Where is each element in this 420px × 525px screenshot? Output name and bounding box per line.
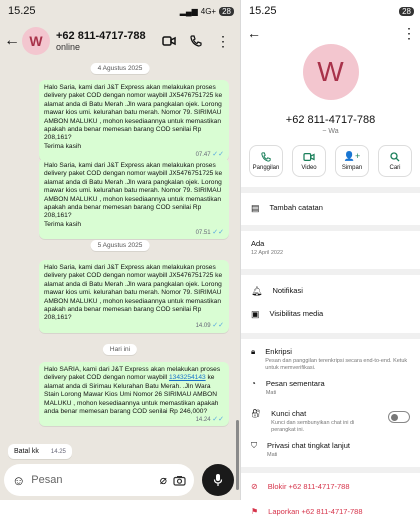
date-divider: Hari ini [103, 344, 137, 355]
message-bubble[interactable] [39, 362, 229, 426]
add-contact-icon: 👤+ [343, 151, 361, 161]
note-icon: ▤ [251, 203, 260, 213]
message-bubble[interactable] [39, 158, 229, 239]
block-icon: ⊘ [251, 482, 258, 491]
profile-avatar[interactable]: W [303, 44, 359, 100]
read-ticks-icon: ✓✓ [212, 150, 224, 158]
report-icon: ⚑ [251, 507, 259, 516]
attach-icon[interactable]: ⌀ [159, 473, 167, 487]
privacy-row[interactable] [241, 437, 420, 467]
video-button[interactable] [292, 145, 326, 177]
battery-icon: 28 [399, 7, 414, 16]
battery-icon: 28 [219, 7, 234, 16]
chat-lock-desc: Kunci dan sembunyikan chat ini di perangkat ini. [271, 420, 355, 433]
status-bar [0, 0, 240, 22]
status-icons [180, 7, 234, 16]
message-bubble[interactable] [39, 80, 229, 161]
bell-icon: 🔔︎ [251, 286, 263, 296]
disappearing-label: Pesan sementara [265, 379, 325, 388]
encryption-row[interactable] [241, 339, 420, 375]
shield-icon: ⛉ [251, 441, 257, 450]
date-divider: 4 Agustus 2025 [91, 63, 150, 74]
more-options-icon[interactable]: ⋮ [402, 24, 416, 41]
back-arrow-icon[interactable]: ← [4, 32, 20, 49]
voice-call-icon[interactable] [190, 35, 202, 47]
message-text: Halo Saria, kami dari J&T Express akan melakukan proses delivery paket COD dengan nomor waybill JX5476751725 ke alamat anda di Batu Merah .Jln wara pangkalan ojek. Lorong mawar kios umi. kelurahan batu merah. Nomor 79. SIRIMAU AMBON MALUKU , mohon kesediaannya untuk memastikan apakah anda benar memesan barang COD senilai Rp 208,161? Terima kasih [44, 84, 223, 150]
about-date: 12 April 2022 [251, 250, 284, 256]
video-call-icon[interactable] [162, 35, 176, 47]
chat-lock-label: Kunci chat [271, 409, 307, 418]
phone-icon [261, 152, 271, 162]
add-note-label: Tambah catatan [269, 203, 323, 212]
contact-info-panel [240, 0, 420, 516]
camera-icon[interactable] [173, 475, 186, 486]
status-time: 15.25 [8, 5, 36, 17]
contact-status: online [56, 42, 81, 52]
contact-info[interactable] [56, 30, 146, 52]
message-time: 07.47 [195, 151, 211, 158]
action-row [241, 145, 420, 177]
scrollbar[interactable] [236, 420, 239, 490]
message-time: 07.51 [195, 229, 211, 236]
message-text-part: ke alamat anda di Sirimau Kelurahan Batu Merah. .Jln Wara Stain Lorong Mawar Kios Umi Nomor 26 SIRIMAU AMBON MALUKU , mohon kesediaannya untuk memastikan apakah anda benar memesan barang COD senilai Rp 246,000? [44, 374, 219, 416]
media-icon: ▣ [251, 309, 260, 319]
call-button[interactable] [249, 145, 283, 177]
message-text: Batal kk [14, 448, 39, 455]
message-text: Halo Saria, kami dari J&T Express akan melakukan proses delivery paket COD dengan nomor waybill JX5476751725 ke alamat anda di Batu Merah .Jln wara pangkalan ojek. Lorong mawar kios umi. kelurahan batu merah. Nomor 79. SIRIMAU AMBON MALUKU , mohon kesediaannya untuk memastikan apakah anda benar memesan barang COD senilai Rp 208,161? [44, 264, 223, 322]
incoming-message[interactable] [8, 444, 72, 459]
chat-header [0, 22, 240, 60]
read-ticks-icon: ✓✓ [212, 416, 224, 424]
disappearing-row[interactable] [241, 375, 420, 405]
message-time: 14.09 [195, 323, 211, 330]
status-bar [241, 0, 420, 22]
media-visibility-label: Visibilitas media [269, 309, 324, 318]
timer-icon: ◔ [251, 379, 256, 388]
more-options-icon[interactable]: ⋮ [216, 33, 230, 49]
privacy-desc: Mati [267, 452, 278, 458]
search-icon [390, 152, 400, 162]
encryption-label: Enkripsi [265, 347, 292, 356]
message-text-part: Halo SARIA, kami dari J&T Express akan melakukan proses delivery paket COD dengan nomor waybill [44, 366, 221, 382]
about-text: Ada [251, 239, 265, 248]
message-text: Halo Saria, kami dari J&T Express akan melakukan proses delivery paket COD dengan nomor waybill JX5476751725 ke alamat anda di Batu Merah .Jln wara pangkalan ojek. Lorong mawar kios umi. kelurahan batu merah. Nomor 79. SIRIMAU AMBON MALUKU , mohon kesediaannya untuk memastikan apakah anda benar memesan barang COD senilai Rp 208,161? Terima kasih [44, 162, 223, 228]
message-time: 14.25 [50, 449, 66, 455]
privacy-label: Privasi chat tingkat lanjut [267, 441, 350, 450]
signal-icon: ▂▄▆ [179, 6, 198, 16]
media-visibility-row[interactable] [241, 305, 420, 327]
back-arrow-icon[interactable]: ← [247, 25, 261, 41]
call-label: Panggilan [252, 164, 280, 171]
profile-name: ~ Wa [322, 128, 339, 135]
emoji-icon[interactable]: ☺ [12, 472, 26, 488]
chat-lock-icon: 🔐︎ [251, 409, 262, 418]
add-note-row[interactable] [241, 193, 420, 225]
video-icon [303, 152, 315, 162]
read-ticks-icon: ✓✓ [212, 228, 224, 236]
message-bubble[interactable] [39, 260, 229, 333]
chat-lock-toggle[interactable] [388, 411, 410, 423]
message-time: 14.24 [195, 417, 211, 424]
waybill-link[interactable]: 1343254143 [168, 374, 206, 382]
notifications-label: Notifikasi [272, 286, 303, 295]
encryption-desc: Pesan dan panggilan terenkripsi secara end-to-end. Ketuk untuk memverifikasi. [265, 358, 408, 371]
chat-lock-row[interactable] [241, 405, 420, 437]
video-label: Video [301, 164, 317, 171]
info-topbar [241, 22, 420, 44]
disappearing-desc: Mati [265, 390, 277, 396]
block-row[interactable] [241, 473, 420, 501]
block-label: Blokir +62 811-4717-788 [267, 482, 350, 491]
search-label: Cari [389, 164, 401, 171]
mic-button[interactable] [202, 464, 234, 496]
status-time: 15.25 [249, 5, 277, 17]
save-contact-button[interactable] [335, 145, 369, 177]
lock-icon: 🔒︎ [251, 347, 256, 356]
message-text [44, 366, 224, 416]
network-label: 4G+ [200, 6, 217, 16]
avatar[interactable]: W [22, 27, 50, 55]
mic-icon [213, 473, 223, 487]
search-button[interactable] [378, 145, 412, 177]
message-input[interactable]: Pesan [31, 474, 63, 486]
contact-name: +62 811-4717-788 [56, 30, 146, 42]
message-list [0, 60, 240, 458]
notifications-row[interactable] [241, 275, 420, 305]
compose-bar [4, 464, 194, 496]
read-ticks-icon: ✓✓ [212, 322, 224, 330]
report-row[interactable] [241, 501, 420, 525]
profile-phone: +62 811-4717-788 [285, 114, 376, 126]
date-divider: 5 Agustus 2025 [91, 240, 150, 251]
about-section [241, 231, 420, 269]
report-label: Laporkan +62 811-4717-788 [268, 507, 363, 516]
save-label: Simpan [341, 165, 363, 171]
